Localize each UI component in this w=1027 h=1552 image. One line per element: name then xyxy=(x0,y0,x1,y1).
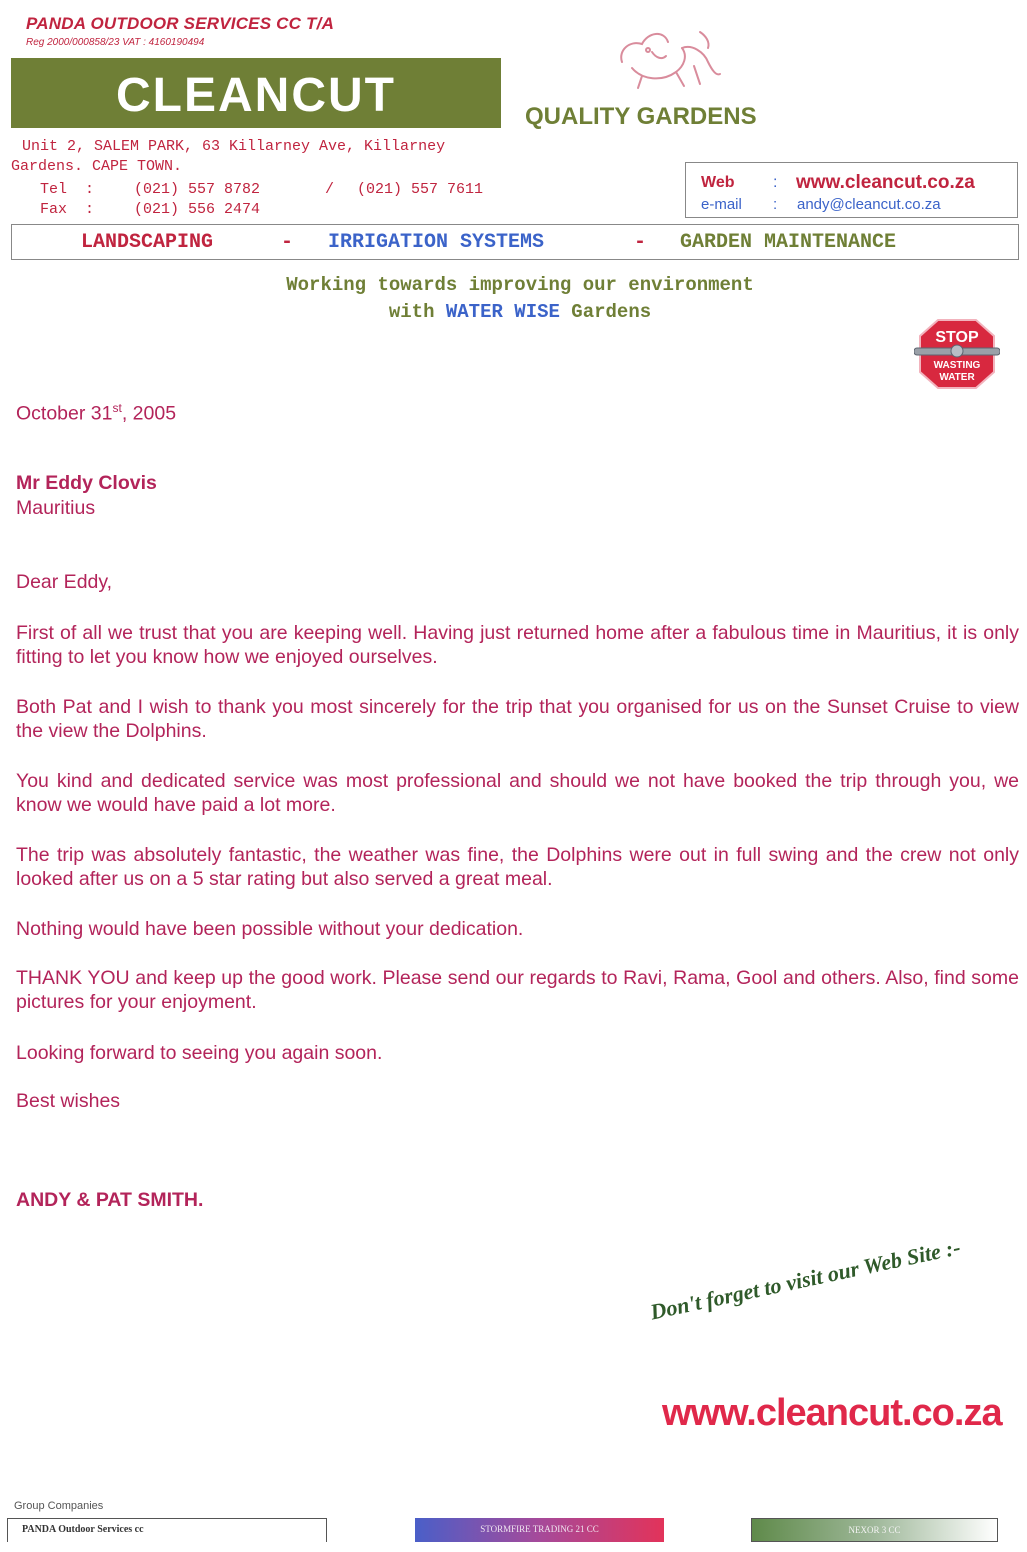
company-name: PANDA OUTDOOR SERVICES CC T/A xyxy=(26,14,335,33)
paragraph-7: Looking forward to seeing you again soon. xyxy=(16,1042,383,1064)
email-label: e-mail xyxy=(701,196,742,213)
date-year: , 2005 xyxy=(121,402,177,425)
service-irrigation: IRRIGATION SYSTEMS xyxy=(328,231,545,254)
paragraph-5: Nothing would have been possible without your dedication. xyxy=(16,918,524,940)
tagline-prefix: with xyxy=(388,301,446,323)
paragraph-6: THANK YOU and keep up the good work. Please send our regards to Ravi, Rama, Gool and others. Also, find some pictures for your enjoyment. xyxy=(16,967,1019,1013)
logo-text: CLEANCUT xyxy=(116,69,396,122)
web-label: Web xyxy=(701,174,735,191)
address-line-1: Unit 2, SALEM PARK, 63 Killarney Ave, Killarney xyxy=(22,138,446,155)
footer-company-stormfire-text: STORMFIRE TRADING 21 CC xyxy=(480,1524,599,1534)
email-colon: : xyxy=(773,196,778,213)
tel-number-1: (021) 557 8782 xyxy=(134,181,261,198)
water-wise-highlight: WATER WISE xyxy=(445,301,560,323)
group-companies-label: Group Companies xyxy=(14,1500,104,1512)
salutation: Dear Eddy, xyxy=(16,571,113,593)
stop-wasting-water-icon xyxy=(914,318,1000,390)
closing: Best wishes xyxy=(16,1090,121,1112)
footer-company-panda-text: PANDA Outdoor Services cc xyxy=(22,1524,144,1535)
service-separator: - xyxy=(281,231,294,254)
service-landscaping: LANDSCAPING xyxy=(81,231,214,254)
signature: ANDY & PAT SMITH. xyxy=(16,1189,204,1211)
recipient-place: Mauritius xyxy=(16,497,96,519)
service-garden-maintenance: GARDEN MAINTENANCE xyxy=(680,231,897,254)
website-slogan: Don't forget to visit our Web Site :- xyxy=(648,1234,963,1325)
stop-sign-line-1: STOP xyxy=(935,329,979,346)
promo-url[interactable]: www.cleancut.co.za xyxy=(662,1392,1002,1434)
footer-company-nexor xyxy=(751,1518,998,1542)
paragraph-2: Both Pat and I wish to thank you most sincerely for the trip that you organised for us on the Sunset Cruise to view the view the Dolphins. xyxy=(16,696,1019,742)
tagline-line-2 xyxy=(0,301,1027,323)
paragraph-1: First of all we trust that you are keeping well. Having just returned home after a fabulous time in Mauritius, it is only fitting to let you know how we enjoyed ourselves. xyxy=(16,622,1019,668)
logo-banner xyxy=(11,58,501,128)
footer-company-panda xyxy=(7,1518,327,1542)
panda-logo-icon xyxy=(612,22,724,94)
footer-company-stormfire xyxy=(415,1518,664,1542)
tel-number-2: (021) 557 7611 xyxy=(357,181,484,198)
tagline-line-1: Working towards improving our environment xyxy=(286,274,754,296)
recipient-name: Mr Eddy Clovis xyxy=(16,472,157,494)
registration-line: Reg 2000/000858/23 VAT : 4160190494 xyxy=(26,37,205,48)
web-link[interactable]: www.cleancut.co.za xyxy=(796,172,975,193)
stop-sign-line-3: WATER xyxy=(939,372,975,383)
service-separator: - xyxy=(634,231,647,254)
tel-separator: / xyxy=(325,181,335,198)
fax-number: (021) 556 2474 xyxy=(134,201,261,218)
tel-label: Tel : xyxy=(40,181,95,198)
stop-sign-line-2: WASTING xyxy=(933,360,981,371)
tagline-suffix: Gardens xyxy=(559,301,652,323)
paragraph-3: You kind and dedicated service was most professional and should we not have booked the trip through you, we know we would have paid a lot more. xyxy=(16,770,1019,816)
quality-gardens-heading: QUALITY GARDENS xyxy=(525,103,757,130)
letter-date xyxy=(16,396,1019,426)
address-line-2: Gardens. CAPE TOWN. xyxy=(11,158,183,175)
contact-box xyxy=(685,162,1018,218)
date-suffix: st xyxy=(112,401,122,415)
email-link[interactable]: andy@cleancut.co.za xyxy=(797,196,941,213)
web-colon: : xyxy=(773,174,778,191)
date-main: October 31 xyxy=(16,402,113,425)
fax-label: Fax : xyxy=(40,201,95,218)
footer-company-nexor-text: NEXOR 3 CC xyxy=(848,1525,901,1535)
paragraph-4: The trip was absolutely fantastic, the weather was fine, the Dolphins were out in full swing and the crew not only looked after us on a 5 star rating but also served a great meal. xyxy=(16,844,1019,890)
